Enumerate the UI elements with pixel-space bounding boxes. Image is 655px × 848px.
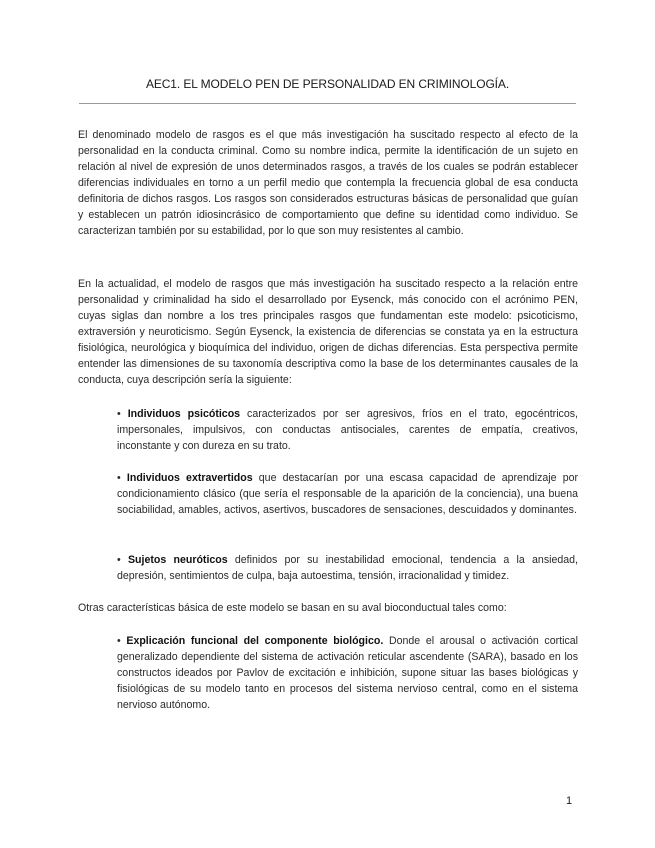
- bullet: •: [117, 472, 127, 484]
- bullet: •: [117, 408, 128, 420]
- list-item-extravertidos: [117, 470, 578, 518]
- list-item-componente-biologico: [117, 633, 578, 713]
- description-componente-biologico: Donde el arousal o activación cortical generalizado dependiente del sistema de activación reticular ascendente (SARA), basado en los constructos ideados por Pavlov de excitación e inhibición, supone situar las bases biológicas y fisiológicas de su modelo tanto en procesos del sistema nervioso central, como en el sistema nervioso autónomo.: [117, 635, 578, 711]
- term-neuroticos: Sujetos neuróticos: [127, 554, 228, 566]
- description-neuroticos: definidos por su inestabilidad emocional, tendencia a la ansiedad, depresión, sentimientos de culpa, baja autoestima, tensión, irracionalidad y timidez.: [117, 554, 578, 582]
- term-psicoticos: Individuos psicóticos: [127, 408, 241, 420]
- description-psicoticos: caracterizados por ser agresivos, fríos en el trato, egocéntricos, impersonales, impulsivos, con conductas antisociales, carentes de empatía, creativos, inconstante y con dureza en su trato.: [117, 408, 578, 452]
- list-item-neuroticos: [117, 552, 578, 584]
- list-item-psicoticos: [117, 406, 578, 454]
- term-componente-biologico: Explicación funcional del componente biológico.: [126, 635, 384, 647]
- document-title: AEC1. EL MODELO PEN DE PERSONALIDAD EN CRIMINOLOGÍA.: [145, 77, 510, 91]
- term-extravertidos: Individuos extravertidos: [126, 472, 253, 484]
- description-extravertidos: que destacarían por una escasa capacidad de aprendizaje por condicionamiento clásico (que sería el responsable de la aparición de la conciencia), una buena sociabilidad, amables, activos, asertivos, buscadores de sensaciones, descuidados y dominantes.: [117, 472, 579, 516]
- title-divider: [79, 103, 576, 104]
- intro-bioconductual: Otras características básica de este modelo se basan en su aval bioconductual tales como:: [78, 602, 507, 614]
- paragraph-eysenck-pen: En la actualidad, el modelo de rasgos que más investigación ha suscitado respecto a la relación entre personalidad y criminalidad ha sido el desarrollado por Eysenck, más conocido con el acrónimo PEN, cuyas siglas dan nombre a los tres principales rasgos que fundamentan este modelo: psicoticismo, extraversión y neuroticismo. Según Eysenck, la existencia de diferencias se constata ya en la estructura fisiológica, neurológica y bioquímica del individuo, origen de dichas diferencias. Esta perspectiva permite entender las dimensiones de su taxonomía descriptiva como la base de los determinantes causales de la conducta, cuya descripción sería la siguiente:: [78, 278, 578, 386]
- page-number: 1: [566, 795, 573, 807]
- paragraph-trait-model: El denominado modelo de rasgos es el que más investigación ha suscitado respecto al efecto de la personalidad en la conducta criminal. Como su nombre indica, permite la identificación de un sujeto en relación al nivel de expresión de unos determinados rasgos, a través de los cuales se podrán establecer diferencias individuales en torno a un perfil medio que contempla la frecuencia global de esa conducta definitoria de dichos rasgos. Los rasgos son considerados estructuras básicas de personalidad que guían y establecen un patrón idiosincrásico de comportamiento que define su identidad como individuo. Se caracterizan también por su estabilidad, por lo que son muy resistentes al cambio.: [78, 129, 578, 237]
- bullet: •: [117, 635, 127, 647]
- bullet: •: [117, 554, 128, 566]
